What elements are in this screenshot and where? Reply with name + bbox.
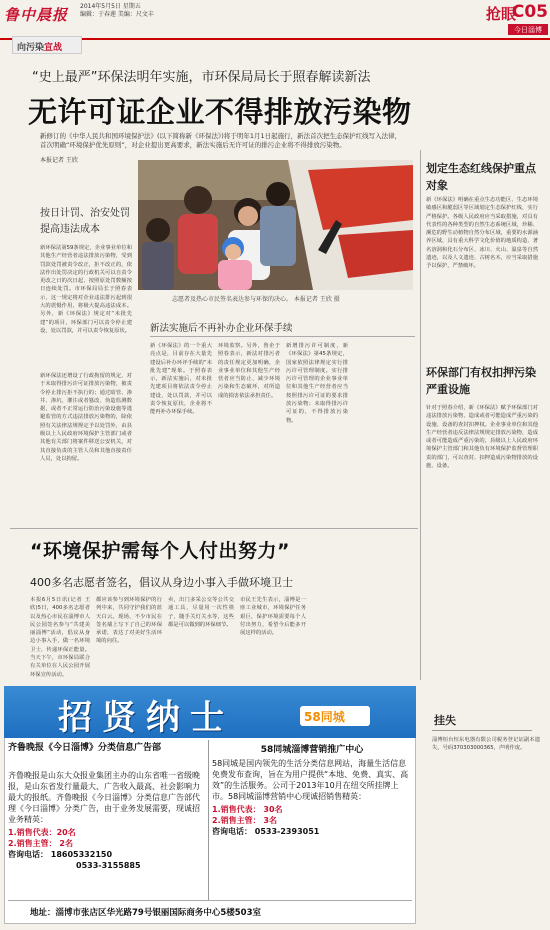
notice-title: 挂失 xyxy=(434,714,456,727)
article-column: 新《环保法》明确在重点生态功能区、生态环境敏感区和脆弱区等区域划定生态保护红线，实行严格保护。各级人民政府应当采取措施，对具有代表性的各种类型的自然生态系统区域，珍稀、濒危的野生动植物自然分布区域，重要的水源涵养区域，具有重大科学文化价值的地质构造、著名溶洞和化石分布区、冰川、火山、温泉等自然遗迹，以及人文遗迹、古树名木，应当采取措施予以保护，严禁破坏。 xyxy=(426,197,538,270)
second-headline: “环境保护需每个人付出努力” xyxy=(30,540,290,562)
subhead-no-retroactive: 新法实施后不再补办企业环保手续 xyxy=(150,323,293,334)
contact-phone-2: 0533-3155885 xyxy=(76,861,141,870)
second-subhead: 400多名志愿者签名，倡议从身边小事入手做环境卫士 xyxy=(30,576,293,589)
volunteers-photo xyxy=(138,160,413,290)
ad-left-title: 齐鲁晚报《今日淄博》分类信息广告部 xyxy=(8,743,162,753)
column-banner-highlight: 宣战 xyxy=(44,43,63,53)
article-column: 新《环保法》的一个重大亮点是，目前存在大量先建设后补办环评手续的“未批先建”现象。于照春表示，新法实施后，对未批先建项目将依法责令停止建设，处以罚款，并可以责令恢复原状，企业将不能再补办环保手续。 xyxy=(150,343,212,416)
ad-right-body xyxy=(212,758,412,837)
date-line: 2014年5月5日 星期五 xyxy=(80,3,141,10)
article-column: 新增排污许可制度，新《环保法》第45条规定，国家依照法律规定实行排污许可管理制度。实行排污许可管理的企业事业单位和其他生产经营者应当按照排污许可证的要求排放污染物；未取得排污许可证的，不得排放污染物。 xyxy=(286,343,348,424)
ad-left-description: 齐鲁晚报是山东大众报业集团主办的山东省唯一省级晚报，是山东省发行量最大、广告收入最高、社会影响力最大的报纸。齐鲁晚报《今日淄博》分类信息广告部代理《今日淄博》分类广告，由于业务发展需要，现诚招业务精英： xyxy=(8,771,200,824)
article-column: 新环保法第59条规定，企业事业单位和其他生产经营者违法排放污染物，受到罚款处罚被责令改正，拒不改正的，依法作出处罚决定的行政机关可以自责令更改之日的次日起，按照原处罚数额按日连续处罚。市环保局局长于照春表示，这一规定将对企业违法排污起到很大的震慑作用，将极大提高违法成本。另外，新《环保法》规定对“未批先建”的项目，环保部门可以责令停止建设，处以罚款，并可以责令恢复原状。 xyxy=(40,245,132,334)
article-column: 卖，出门多采公交等公共交通工具，尽量用一次性筷子，随手关灯关水等，这些都是可以做到的环保细节。 xyxy=(168,597,234,628)
ad-right-title: 58同城淄博营销推广中心 xyxy=(260,745,364,755)
page-number: C05 xyxy=(511,2,548,22)
issue-date xyxy=(80,3,154,19)
main-headline: 无许可证企业不得排放污染物 xyxy=(28,95,412,129)
lost-notice: 淄博桓台恒东电器有限公司税务登记证副本遗失，号码370303000365，声明作废。 xyxy=(432,737,540,752)
ad-address: 地址：淄博市张店区华光路79号银丽国际商务中心5楼503室 xyxy=(30,908,261,918)
divider xyxy=(432,730,532,731)
news-photo xyxy=(138,160,413,290)
job-listing: 1.销售代表： 30名 xyxy=(212,805,283,814)
contact-phone: 咨询电话： 0533-2393051 xyxy=(212,827,320,836)
article-column: 环境监察。另外，鲁企于照春表示，新法对排污者的责任规定更加明确，企业事业单位和其他生产经营者应当防止、减少环境污染和生态破坏，对所造成的损害依法承担责任。 xyxy=(218,343,280,399)
photo-caption: 志愿者及热心市民签名表达参与环保的决心。 本报记者 王欣 摄 xyxy=(172,296,340,303)
subhead-seize-equipment: 环保部门有权扣押污染严重设施 xyxy=(426,366,536,396)
divider xyxy=(8,900,412,901)
column-banner xyxy=(12,36,82,54)
ad-left-body xyxy=(8,770,206,871)
job-listing: 2.销售主管： 2名 xyxy=(8,839,73,848)
subhead-red-line: 划定生态红线保护重点对象 xyxy=(426,162,536,192)
job-listing: 2.销售主管： 3名 xyxy=(212,816,277,825)
job-listing: 1.销售代表：20名 xyxy=(8,828,76,837)
column-banner-text: 向污染 xyxy=(17,43,45,53)
ad-right-description: 58同城是国内领先的生活分类信息网站，海量生活信息免费发布查询，旨在为用户提供“本地、免费、真实、高效”的生活服务。公司于2013年10月在纽交所挂牌上市。58同城淄博营销中心现诚招销售精英： xyxy=(212,759,409,801)
article-column: 市民王先生表示，淄博是一座工业城市，环境保护任务艰巨，保护环境需要每个人付出努力，希望今后能多开展这样的活动。 xyxy=(240,597,306,637)
paper-name: 鲁中晨报 xyxy=(4,6,69,24)
byline: 本报记者 王欣 xyxy=(40,157,78,164)
ad-title: 招贤纳士 xyxy=(58,698,234,738)
column-divider xyxy=(420,150,421,680)
article-column: 新环保法还增设了行政拘留的规定，对于未取得排污许可证排放污染物，被责令停止排污拒不执行的；通过暗管、渗井、渗坑、灌注或者篡改、伪造监测数据，或者不正常运行防治污染设施等逃避监管的方式违法排放污染物的，除依照有关法律法规规定予以处罚外，由县级以上人民政府环境保护主管部门或者其他有关部门将案件移送公安机关，对其直接负责的主管人员和其他直接责任人员，处以拘留。 xyxy=(40,373,132,462)
58-logo-icon: 58同城 xyxy=(300,706,370,726)
contact-phone: 咨询电话： 18605332150 xyxy=(8,850,113,859)
ad-divider xyxy=(208,740,209,900)
story-kicker: “史上最严”环保法明年实施，市环保局局长于照春解读新法 xyxy=(32,70,371,85)
article-column: 本报6月5日讯(记者 王欣)5日，400多名志愿者以及热心市民在淄博市人民公园签名参与“共建美丽淄博”活动，倡议从身边小事入手，做一名环境卫士，传递环保正能量。当天下午，市环保局联合有关单位在人民公园开展环保宣传活动。 xyxy=(30,597,90,678)
section-title: 抢眼 xyxy=(485,5,516,23)
article-column: 针对于照春介绍，新《环保法》赋予环保部门对违法排放污染物、造成或者可能造成严重污染的设施、设备的查封扣押权。企业事业单位和其他生产经营者违反法律法规规定排放污染物，造成或者可能造成严重污染的，县级以上人民政府环境保护主管部门和其他负有环境保护监督管理职责的部门，可以查封、扣押造成污染物排放的设施、设备。 xyxy=(426,405,538,470)
subhead-penalties: 按日计罚、治安处罚提高违法成本 xyxy=(40,208,130,235)
divider xyxy=(150,336,415,337)
editor-line: 编辑：于春莲 美编：尺文丰 xyxy=(80,11,154,18)
article-column: 都应该参与到环境保护的行列中来，共同守护我们的蓝天白云。现场，不少市民在签名墙上写下了自己的环保承诺，表达了对美好生活环境的向往。 xyxy=(96,597,162,645)
edition-label: 今日淄博 xyxy=(508,24,548,35)
divider xyxy=(10,528,418,529)
lead-paragraph: 新修订的《中华人民共和国环境保护法》(以下简称新《环保法》)将于明年1月1日起施行，新法首次把生态保护红线写入法律，首次明确“环境保护优先原则”，对企业提出更高要求，新法实施后无许可证的排污企业将不得排放污染物。 xyxy=(40,132,402,149)
